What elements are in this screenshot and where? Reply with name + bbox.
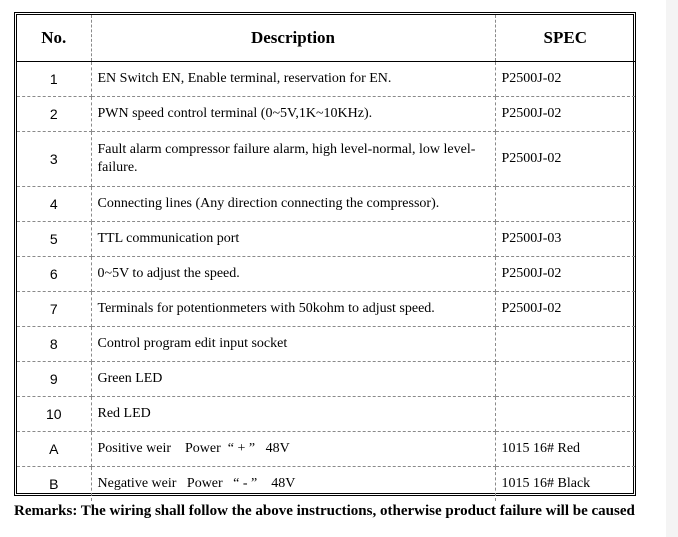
table-row <box>17 61 635 96</box>
row-no: 2 <box>17 96 91 131</box>
header-description: Description <box>91 15 495 61</box>
row-no: 9 <box>17 361 91 396</box>
row-no: 6 <box>17 256 91 291</box>
row-spec: 1015 16# Black <box>501 475 591 491</box>
row-description: EN Switch EN, Enable terminal, reservation for EN. <box>91 61 495 96</box>
table-header-row <box>17 15 635 61</box>
table-row <box>17 186 635 221</box>
row-no: B <box>17 466 91 501</box>
row-description: 0~5V to adjust the speed. <box>91 256 495 291</box>
table-row <box>17 466 635 501</box>
row-spec: P2500J-02 <box>495 291 635 326</box>
spec-table <box>17 15 635 501</box>
row-no: A <box>17 431 91 466</box>
table-row <box>17 131 635 186</box>
table-row <box>17 221 635 256</box>
row-description: Green LED <box>91 361 495 396</box>
header-spec: SPEC <box>495 15 635 61</box>
remarks-note: Remarks: The wiring shall follow the above instructions, otherwise product failure will be caused <box>14 503 635 519</box>
row-spec: P2500J-02 <box>495 96 635 131</box>
table-row <box>17 431 635 466</box>
row-description: Connecting lines (Any direction connecting the compressor). <box>91 186 495 221</box>
header-no: No. <box>17 15 91 61</box>
row-description: Positive weir Power “ + ” 48V <box>91 431 495 466</box>
table-row <box>17 326 635 361</box>
row-description: Control program edit input socket <box>91 326 495 361</box>
table-row <box>17 96 635 131</box>
row-spec: P2500J-02 <box>495 61 635 96</box>
table-row <box>17 361 635 396</box>
row-spec: P2500J-02 <box>495 256 635 291</box>
row-spec <box>495 361 635 396</box>
row-no: 10 <box>17 396 91 431</box>
row-no: 7 <box>17 291 91 326</box>
row-description: Red LED <box>91 396 495 431</box>
row-spec: P2500J-02 <box>495 131 635 186</box>
row-spec: 1015 16# Red <box>495 431 635 466</box>
row-no: 4 <box>17 186 91 221</box>
row-spec: P2500J-03 <box>495 221 635 256</box>
row-spec <box>495 396 635 431</box>
row-no: 8 <box>17 326 91 361</box>
table-row <box>17 291 635 326</box>
row-spec <box>495 186 635 221</box>
row-description: PWN speed control terminal (0~5V,1K~10KHz). <box>91 96 495 131</box>
row-description: Negative weir Power “ - ” 48V <box>91 466 495 501</box>
spec-table-frame <box>14 12 636 496</box>
page-edge <box>666 0 678 537</box>
row-description: TTL communication port <box>91 221 495 256</box>
table-row <box>17 256 635 291</box>
row-no: 3 <box>17 131 91 186</box>
row-description: Terminals for potentionmeters with 50kohm to adjust speed. <box>91 291 495 326</box>
table-row <box>17 396 635 431</box>
row-description: Fault alarm compressor failure alarm, high level-normal, low level-failure. <box>91 131 495 186</box>
row-no: 1 <box>17 61 91 96</box>
row-spec <box>495 326 635 361</box>
row-no: 5 <box>17 221 91 256</box>
